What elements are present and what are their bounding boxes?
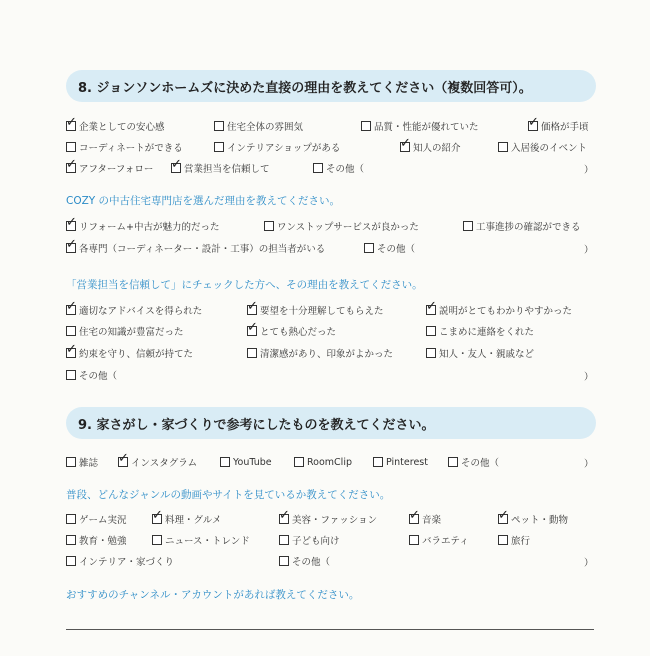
option-label: インテリア・家づくり — [79, 557, 175, 568]
check-mark-icon: ✓ — [247, 320, 258, 335]
option-label: Pinterest — [386, 456, 428, 468]
checkbox[interactable] — [498, 535, 508, 545]
option-q8-10[interactable] — [313, 160, 364, 176]
checkbox[interactable] — [279, 508, 290, 524]
option-q8-1[interactable] — [214, 118, 303, 134]
option-label: こまめに連絡をくれた — [439, 327, 535, 338]
check-mark-icon: ✓ — [171, 157, 182, 172]
option-q8b-9[interactable] — [66, 367, 117, 383]
option-q9a-1[interactable] — [152, 508, 222, 527]
checkbox[interactable] — [264, 221, 274, 231]
option-label: ニュース・トレンド — [165, 536, 250, 547]
checkbox[interactable] — [66, 142, 76, 152]
checkbox[interactable] — [66, 457, 76, 467]
option-q8-2[interactable] — [361, 118, 479, 134]
option-q8a-1[interactable] — [264, 218, 419, 234]
option-label: 工事進捗の確認ができる — [476, 222, 581, 233]
option-q8b-4[interactable] — [247, 320, 337, 339]
option-label: 企業としての安心感 — [79, 122, 165, 133]
checkbox[interactable] — [66, 514, 76, 524]
option-q8-3[interactable] — [528, 115, 589, 134]
sales-rep-question-title: 「営業担当を信頼して」にチェックした方へ、その理由を教えてください。 — [66, 279, 423, 291]
checkbox[interactable] — [426, 299, 437, 315]
option-q8b-8[interactable] — [426, 345, 534, 361]
checkbox[interactable] — [66, 342, 77, 358]
option-q8b-0[interactable] — [66, 299, 203, 318]
option-label: 入居後のイベント — [511, 143, 588, 154]
checkbox[interactable] — [373, 457, 383, 467]
option-q9a-8[interactable] — [409, 532, 469, 548]
recommendation-question-title: おすすめのチャンネル・アカウントがあれば教えてください。 — [66, 589, 360, 601]
checkbox[interactable] — [409, 535, 419, 545]
closing-paren: ） — [584, 372, 594, 383]
checkbox[interactable] — [66, 157, 77, 173]
option-q8-6[interactable] — [400, 136, 461, 155]
check-mark-icon: ✓ — [426, 299, 437, 314]
option-label: ペット・動物 — [511, 515, 569, 526]
option-q9-5[interactable] — [448, 454, 499, 470]
option-label: 清潔感があり、印象がよかった — [260, 349, 394, 360]
checkbox[interactable] — [66, 115, 77, 131]
option-label: その他（ — [292, 557, 331, 568]
option-q8-7[interactable] — [498, 139, 587, 155]
option-q8a-2[interactable] — [463, 218, 581, 234]
checkbox[interactable] — [448, 457, 458, 467]
checkbox[interactable] — [66, 299, 77, 315]
check-mark-icon: ✓ — [118, 451, 129, 466]
answer-line[interactable] — [66, 629, 594, 630]
option-label: 美容・ファッション — [292, 515, 378, 526]
option-q8a-3[interactable] — [66, 237, 326, 256]
closing-paren: ） — [584, 459, 594, 470]
option-q8b-3[interactable] — [66, 323, 184, 339]
option-q8-8[interactable] — [66, 157, 154, 176]
question-8-title: 8. ジョンソンホームズに決めた直接の理由を教えてください（複数回答可）。 — [78, 80, 532, 96]
check-mark-icon: ✓ — [66, 342, 77, 357]
checkbox[interactable] — [171, 157, 182, 173]
closing-paren: ） — [584, 245, 594, 256]
option-label: 雑誌 — [79, 458, 99, 469]
check-mark-icon: ✓ — [66, 237, 77, 252]
option-label: 約束を守り、信頼が持てた — [79, 349, 194, 360]
option-q9-3[interactable] — [294, 454, 352, 470]
checkbox[interactable] — [66, 237, 77, 253]
option-label: RoomClip — [307, 456, 352, 468]
option-q8-4[interactable] — [66, 139, 183, 155]
genre-question-title: 普段、どんなジャンルの動画やサイトを見ているか教えてください。 — [66, 489, 391, 501]
question-8-header — [66, 70, 596, 102]
checkbox[interactable] — [247, 348, 257, 358]
checkbox[interactable] — [294, 457, 304, 467]
option-q9a-11[interactable] — [279, 553, 330, 569]
check-mark-icon: ✓ — [66, 215, 77, 230]
option-q9a-6[interactable] — [152, 532, 250, 548]
checkbox[interactable] — [279, 556, 289, 566]
checkbox[interactable] — [66, 215, 77, 231]
option-q9-4[interactable] — [373, 454, 428, 470]
checkbox[interactable] — [214, 121, 224, 131]
option-q8a-0[interactable] — [66, 215, 220, 234]
option-q9-0[interactable] — [66, 454, 98, 470]
check-mark-icon: ✓ — [66, 157, 77, 172]
checkbox[interactable] — [247, 320, 258, 336]
checkbox[interactable] — [498, 508, 509, 524]
checkbox[interactable] — [66, 535, 76, 545]
option-label: 子ども向け — [292, 536, 340, 547]
option-q9a-5[interactable] — [66, 532, 127, 548]
option-label: 説明がとてもわかりやすかった — [439, 306, 573, 317]
option-label: 料理・グルメ — [165, 515, 222, 526]
option-label: 要望を十分理解してもらえた — [260, 306, 384, 317]
checkbox[interactable] — [66, 326, 76, 336]
option-q8a-4[interactable] — [364, 240, 415, 256]
option-q9a-9[interactable] — [498, 532, 530, 548]
checkbox[interactable] — [409, 508, 420, 524]
question-9-title: 9. 家さがし・家づくりで参考にしたものを教えてください。 — [78, 417, 435, 433]
option-label: インスタグラム — [131, 458, 198, 469]
checkbox[interactable] — [426, 348, 436, 358]
checkbox[interactable] — [66, 370, 76, 380]
option-q9a-7[interactable] — [279, 532, 340, 548]
checkbox[interactable] — [463, 221, 473, 231]
option-q8b-6[interactable] — [66, 342, 194, 361]
option-q8b-1[interactable] — [247, 299, 384, 318]
checkbox[interactable] — [247, 299, 258, 315]
checkbox[interactable] — [279, 535, 289, 545]
option-label: リフォーム+中古が魅力的だった — [79, 222, 220, 233]
option-label: バラエティ — [422, 536, 469, 547]
option-q8b-5[interactable] — [426, 323, 534, 339]
check-mark-icon: ✓ — [400, 136, 411, 151]
option-q8b-7[interactable] — [247, 345, 393, 361]
option-q8b-2[interactable] — [426, 299, 573, 318]
option-q8-9[interactable] — [171, 157, 270, 176]
option-label: とても熱心だった — [260, 327, 337, 338]
option-label: 旅行 — [511, 536, 531, 547]
option-q9a-10[interactable] — [66, 553, 174, 569]
option-label: YouTube — [233, 456, 272, 468]
checkbox[interactable] — [66, 556, 76, 566]
option-q9a-4[interactable] — [498, 508, 569, 527]
option-label: アフターフォロー — [79, 164, 154, 175]
option-label: 音楽 — [422, 515, 442, 526]
option-label: インテリアショップがある — [227, 143, 341, 154]
check-mark-icon: ✓ — [152, 508, 163, 523]
option-label: その他（ — [79, 371, 118, 382]
option-label: 品質・性能が優れていた — [374, 122, 479, 133]
option-q9a-2[interactable] — [279, 508, 378, 527]
option-label: 知人の紹介 — [413, 143, 461, 154]
checkbox[interactable] — [118, 451, 129, 467]
checkbox[interactable] — [152, 508, 163, 524]
option-q8-0[interactable] — [66, 115, 165, 134]
question-9-header — [66, 407, 596, 439]
option-label: 住宅全体の雰囲気 — [227, 122, 304, 133]
option-label: 各専門（コーディネーター・設計・工事）の担当者がいる — [79, 244, 326, 255]
option-label: ワンストップサービスが良かった — [277, 222, 419, 233]
option-label: 教育・勉強 — [79, 536, 127, 547]
checkbox[interactable] — [220, 457, 230, 467]
option-q9a-3[interactable] — [409, 508, 442, 527]
check-mark-icon: ✓ — [279, 508, 290, 523]
option-q8-5[interactable] — [214, 139, 340, 155]
check-mark-icon: ✓ — [409, 508, 420, 523]
option-label: その他（ — [461, 458, 500, 469]
checkbox[interactable] — [498, 142, 508, 152]
check-mark-icon: ✓ — [528, 115, 539, 130]
checkbox[interactable] — [426, 326, 436, 336]
checkbox[interactable] — [361, 121, 371, 131]
cozy-question-title: COZY の中古住宅専門店を選んだ理由を教えてください。 — [66, 195, 341, 207]
option-label: 適切なアドバイスを得られた — [79, 306, 203, 317]
option-label: 価格が手頃 — [541, 122, 589, 133]
option-q9-2[interactable] — [220, 454, 272, 470]
option-label: 住宅の知識が豊富だった — [79, 327, 184, 338]
option-label: 知人・友人・親戚など — [439, 349, 535, 360]
option-label: 営業担当を信頼して — [184, 164, 270, 175]
check-mark-icon: ✓ — [66, 115, 77, 130]
checkbox[interactable] — [400, 136, 411, 152]
checkbox[interactable] — [528, 115, 539, 131]
option-q9a-0[interactable] — [66, 511, 127, 527]
check-mark-icon: ✓ — [498, 508, 509, 523]
check-mark-icon: ✓ — [247, 299, 258, 314]
closing-paren: ） — [584, 165, 594, 176]
option-label: その他（ — [377, 244, 416, 255]
checkbox[interactable] — [214, 142, 224, 152]
option-q9-1[interactable] — [118, 451, 198, 470]
option-label: ゲーム実況 — [79, 515, 127, 526]
checkbox[interactable] — [364, 243, 374, 253]
option-label: コーディネートができる — [79, 143, 183, 154]
closing-paren: ） — [584, 558, 594, 569]
option-label: その他（ — [326, 164, 365, 175]
check-mark-icon: ✓ — [66, 299, 77, 314]
checkbox[interactable] — [313, 163, 323, 173]
checkbox[interactable] — [152, 535, 162, 545]
